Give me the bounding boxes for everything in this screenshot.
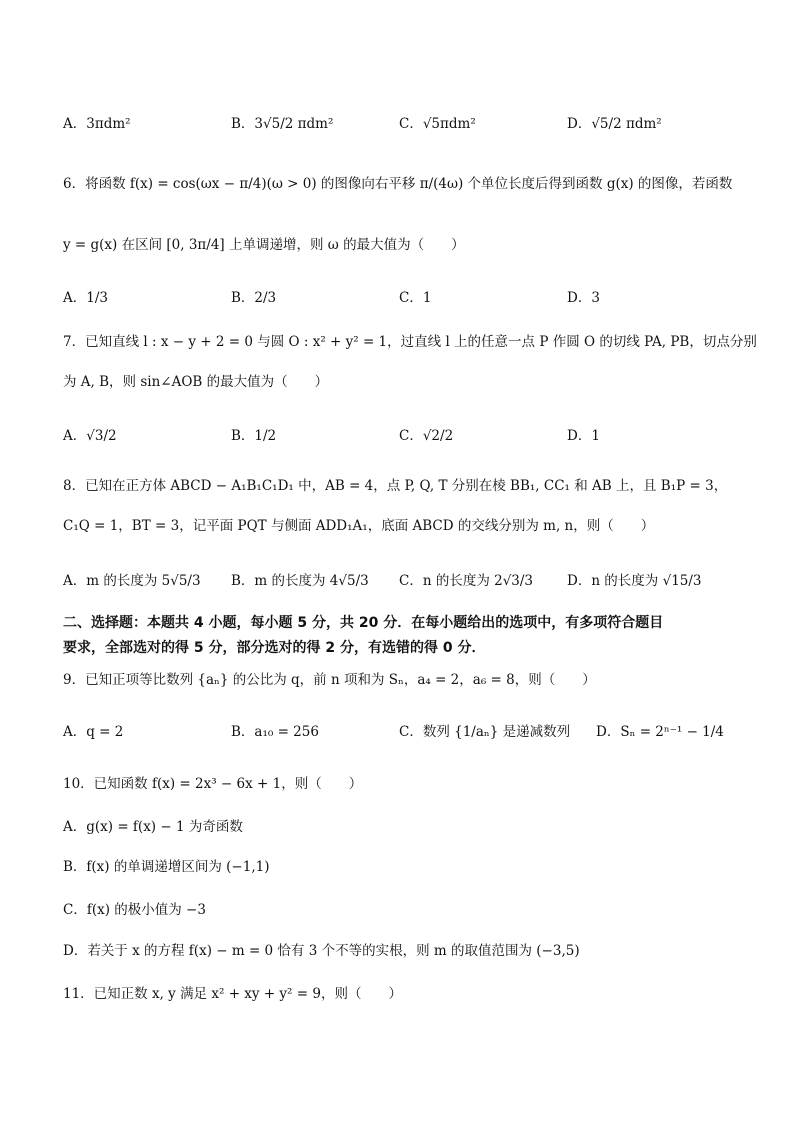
q7-option-c: C．√2/2	[399, 428, 454, 444]
q5-option-a: A．3πdm²	[63, 116, 131, 132]
q10-stem: 10．已知函数 f(x) = 2x³ − 6x + 1，则（ ）	[63, 776, 363, 792]
q6-stem-line2: y = g(x) 在区间 [0, 3π/4] 上单调递增，则 ω 的最大值为（ ）	[63, 237, 465, 253]
q5-option-b: B．3√5/2 πdm²	[231, 116, 334, 132]
q6-option-c: C．1	[399, 290, 432, 306]
q6-stem-line1: 6．将函数 f(x) = cos(ωx − π/4)(ω > 0) 的图像向右平移 π/(4ω) 个单位长度后得到函数 g(x) 的图像，若函数	[63, 176, 733, 192]
q10-option-c: C．f(x) 的极小值为 −3	[63, 902, 206, 918]
q9-option-a: A．q = 2	[63, 724, 124, 740]
q8-option-b: B．m 的长度为 4√5/3	[231, 573, 369, 589]
q7-stem-line1: 7．已知直线 l : x − y + 2 = 0 与圆 O : x² + y² = 1，过直线 l 上的任意一点 P 作圆 O 的切线 PA, PB，切点分别	[63, 334, 757, 350]
q6-option-a: A．1/3	[63, 290, 108, 306]
q8-stem-line2: C₁Q = 1，BT = 3，记平面 PQT 与侧面 ADD₁A₁，底面 ABCD 的交线分别为 m, n，则（ ）	[63, 518, 655, 534]
q9-stem: 9．已知正项等比数列 {aₙ} 的公比为 q，前 n 项和为 Sₙ，a₄ = 2，a₆ = 8，则（ ）	[63, 672, 596, 688]
q7-option-b: B．1/2	[231, 428, 277, 444]
q5-option-d: D．√5/2 πdm²	[567, 116, 662, 132]
q9-option-c: C．数列 {1/aₙ} 是递减数列	[399, 724, 571, 740]
q7-option-a: A．√3/2	[63, 428, 117, 444]
q9-option-d: D．Sₙ = 2ⁿ⁻¹ − 1/4	[596, 724, 724, 740]
q6-option-d: D．3	[567, 290, 600, 306]
q10-option-d: D．若关于 x 的方程 f(x) − m = 0 恰有 3 个不等的实根，则 m 的取值范围为 (−3,5)	[63, 943, 580, 959]
q6-option-b: B．2/3	[231, 290, 277, 306]
q9-option-b: B．a₁₀ = 256	[231, 724, 319, 740]
section2-heading-line1: 二、选择题：本题共 4 小题，每小题 5 分，共 20 分．在每小题给出的选项中，有多项符合题目	[63, 615, 664, 631]
q11-stem: 11．已知正数 x, y 满足 x² + xy + y² = 9，则（ ）	[63, 986, 402, 1002]
q8-option-c: C．n 的长度为 2√3/3	[399, 573, 534, 589]
q7-option-d: D．1	[567, 428, 600, 444]
q10-option-a: A．g(x) = f(x) − 1 为奇函数	[63, 819, 243, 835]
q5-option-c: C．√5πdm²	[399, 116, 476, 132]
q7-stem-line2: 为 A, B，则 sin∠AOB 的最大值为（ ）	[63, 374, 329, 390]
q8-option-d: D．n 的长度为 √15/3	[567, 573, 702, 589]
q10-option-b: B．f(x) 的单调递增区间为 (−1,1)	[63, 859, 270, 875]
q8-stem-line1: 8．已知在正方体 ABCD − A₁B₁C₁D₁ 中，AB = 4，点 P, Q, T 分别在棱 BB₁, CC₁ 和 AB 上，且 B₁P = 3，	[63, 478, 728, 494]
q8-option-a: A．m 的长度为 5√5/3	[63, 573, 201, 589]
section2-heading-line2: 要求，全部选对的得 5 分，部分选对的得 2 分，有选错的得 0 分．	[63, 640, 486, 656]
